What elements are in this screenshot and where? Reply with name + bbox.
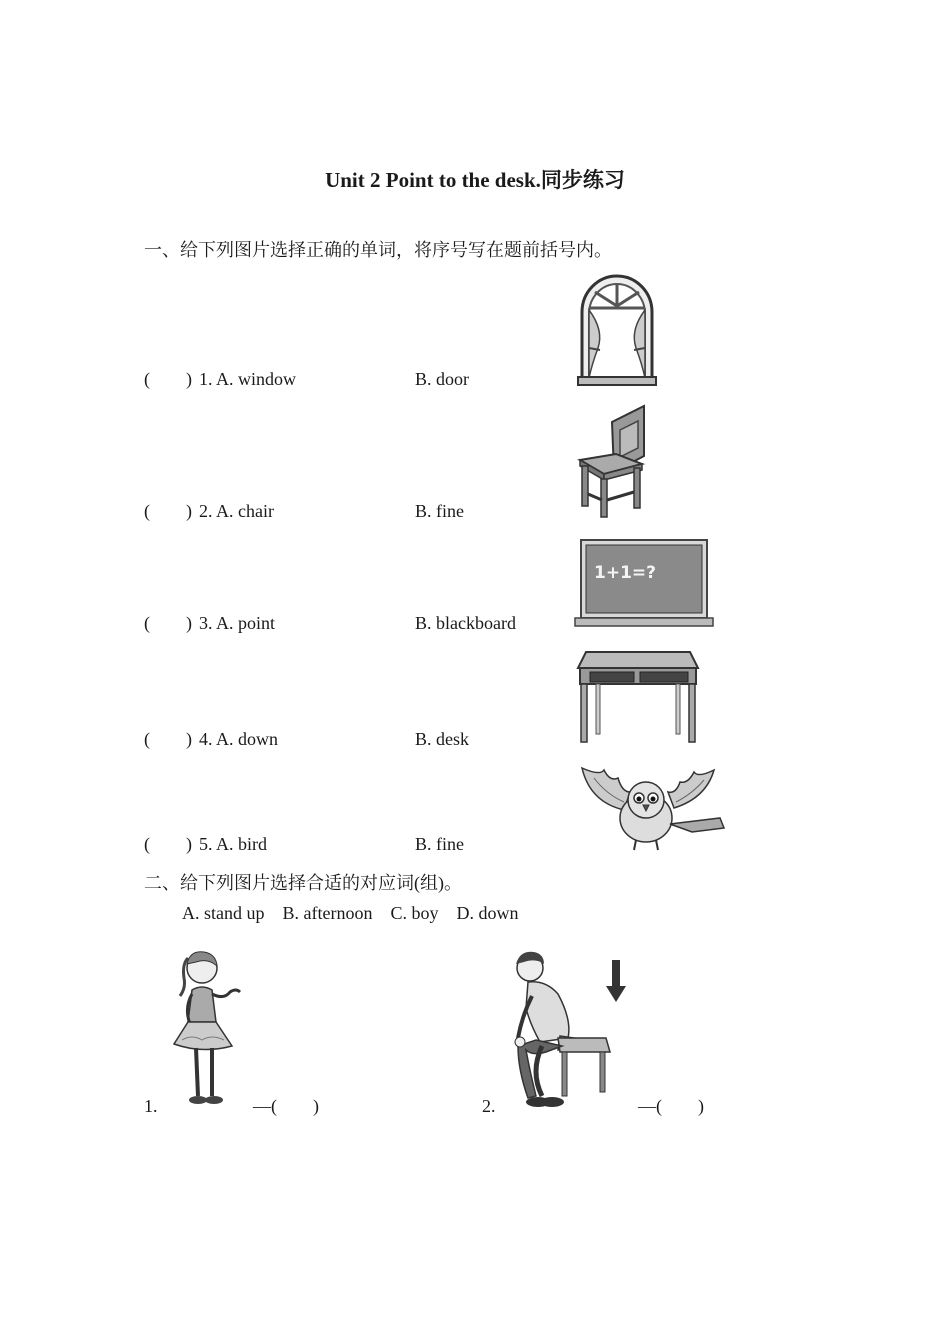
blackboard-text: 1+1=?: [594, 563, 657, 583]
option-b-5: B. fine: [415, 834, 464, 854]
option-a-2: 2. A. chair: [199, 501, 274, 521]
option-b-3: B. blackboard: [415, 613, 516, 633]
blackboard-picture: [574, 538, 714, 630]
answer-bracket-4[interactable]: ( ): [144, 729, 192, 749]
window-picture: [576, 272, 658, 388]
answer-bracket-2[interactable]: ( ): [144, 501, 192, 521]
option-a-4: 4. A. down: [199, 729, 279, 749]
option-b-4: B. desk: [415, 729, 469, 749]
arrow-down-icon: [606, 986, 626, 1002]
section2-answer-2[interactable]: —( ): [638, 1096, 704, 1116]
man-sitting-picture: [502, 946, 638, 1112]
section1-instruction: 一、给下列图片选择正确的单词，将序号写在题前括号内。: [144, 240, 612, 260]
section2-options: A. stand up B. afternoon C. boy D. down: [182, 903, 519, 923]
bird-picture: [580, 762, 728, 854]
section2-number-2: 2.: [482, 1096, 496, 1116]
section2-answer-1[interactable]: —( ): [253, 1096, 319, 1116]
section2-instruction: 二、给下列图片选择合适的对应词(组)。: [144, 873, 462, 893]
desk-picture: [576, 650, 700, 746]
chair-picture: [574, 404, 652, 520]
option-a-1: 1. A. window: [199, 369, 297, 389]
answer-bracket-3[interactable]: ( ): [144, 613, 192, 633]
answer-bracket-1[interactable]: ( ): [144, 369, 192, 389]
page-title: Unit 2 Point to the desk.同步练习: [325, 168, 625, 192]
option-a-5: 5. A. bird: [199, 834, 268, 854]
section2-number-1: 1.: [144, 1096, 158, 1116]
option-b-2: B. fine: [415, 501, 464, 521]
answer-bracket-5[interactable]: ( ): [144, 834, 192, 854]
option-b-1: B. door: [415, 369, 469, 389]
girl-picture: [168, 944, 252, 1112]
option-a-3: 3. A. point: [199, 613, 276, 633]
